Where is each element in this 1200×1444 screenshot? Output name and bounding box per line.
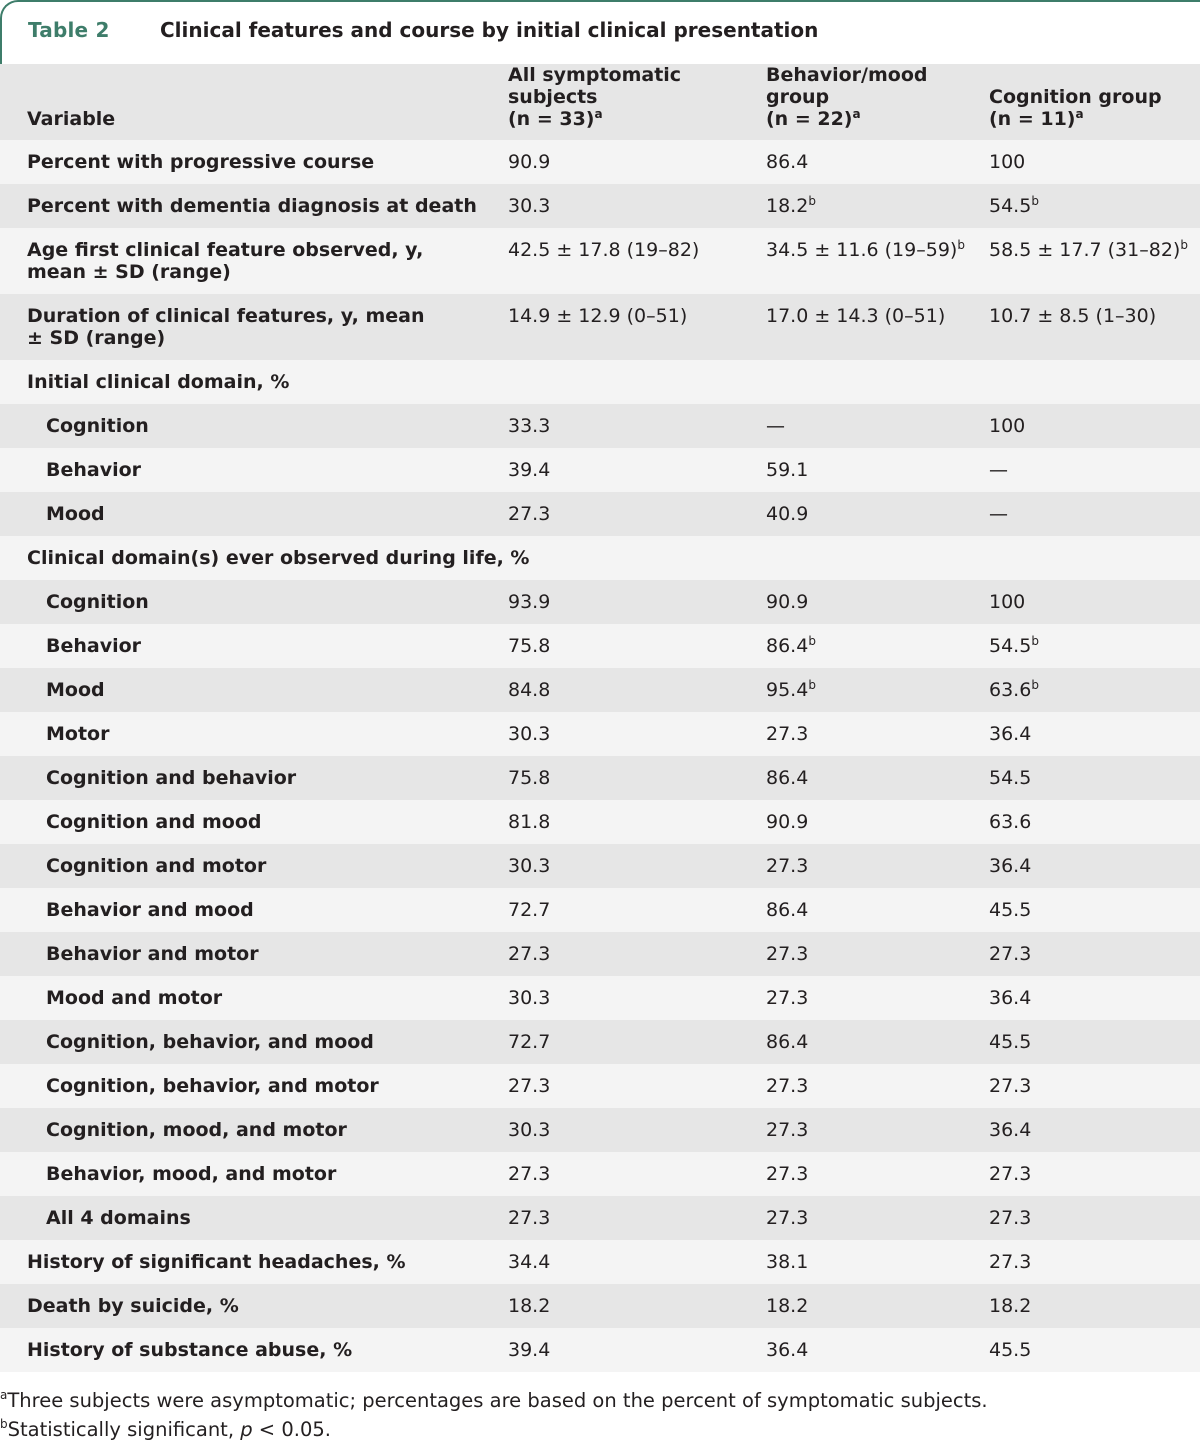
cell-behavior (766, 536, 989, 580)
cell-all: 42.5 ± 17.8 (19–82) (508, 239, 700, 261)
row-label: Percent with progressive course (27, 151, 375, 173)
cell-all: 39.4 (508, 459, 551, 481)
footnote-mark-b: b (1031, 194, 1039, 208)
cell-all (508, 536, 766, 580)
cell-behavior: 27.3 (766, 1207, 809, 1229)
cell-behavior (766, 360, 989, 404)
row-label: Cognition, behavior, and mood (46, 1031, 374, 1053)
table-row (0, 1240, 1200, 1284)
table-row (0, 888, 1200, 932)
header-behavior-group: Behavior/mood group (n = 22)$^a$ (766, 64, 928, 130)
cell-all: 84.8 (508, 679, 551, 701)
cell-behavior: 27.3 (766, 943, 809, 965)
table-row (0, 1328, 1200, 1372)
cell-behavior: 18.2$^b$ (766, 194, 816, 217)
cell-behavior: 86.4 (766, 767, 809, 789)
row-label: Clinical domain(s) ever observed during life, % (27, 547, 530, 569)
footnote-mark-b: b (808, 194, 816, 208)
footnote-mark-a: a (1075, 107, 1084, 121)
cell-all: 27.3 (508, 1207, 551, 1229)
cell-all: 18.2 (508, 1295, 551, 1317)
table-row (0, 800, 1200, 844)
table-row (0, 448, 1200, 492)
header-variable: Variable (27, 108, 116, 130)
table-header (0, 64, 1200, 140)
cell-behavior: 17.0 ± 14.3 (0–51) (766, 305, 946, 327)
row-label: Cognition, mood, and motor (46, 1119, 347, 1141)
row-label: Motor (46, 723, 110, 745)
cell-all: 14.9 ± 12.9 (0–51) (508, 305, 688, 327)
cell-cognition: 100 (989, 591, 1026, 613)
table-row (0, 844, 1200, 888)
cell-behavior: 90.9 (766, 811, 809, 833)
cell-behavior: 90.9 (766, 591, 809, 613)
cell-behavior: 86.4 (766, 1031, 809, 1053)
row-label: Cognition and mood (46, 811, 262, 833)
cell-all: 27.3 (508, 503, 551, 525)
row-label: Behavior, mood, and motor (46, 1163, 337, 1185)
table-row (0, 1284, 1200, 1328)
cell-cognition: 45.5 (989, 1339, 1032, 1361)
row-label: Behavior and motor (46, 943, 259, 965)
row-label: Death by suicide, % (27, 1295, 239, 1317)
row-label: Cognition (46, 591, 149, 613)
cell-behavior: 40.9 (766, 503, 809, 525)
cell-all: 75.8 (508, 635, 551, 657)
cell-all: 72.7 (508, 899, 551, 921)
footnote-mark-b: b (808, 678, 816, 692)
cell-behavior: 86.4 (766, 151, 809, 173)
row-label: Mood and motor (46, 987, 223, 1009)
footnote-mark-a: a (852, 107, 861, 121)
footnote-mark-b: b (1031, 634, 1039, 648)
cell-behavior: 36.4 (766, 1339, 809, 1361)
table-row (0, 976, 1200, 1020)
cell-cognition: 54.5$^b$ (989, 194, 1039, 217)
table-number: Table 2 (28, 18, 110, 42)
cell-cognition: 27.3 (989, 1163, 1032, 1185)
cell-cognition: 36.4 (989, 1119, 1032, 1141)
footnote-a: $^a$Three subjects were asymptomatic; percentages are based on the percent of symptomatic subjects. (0, 1388, 988, 1412)
header-cognition-group: Cognition group (n = 11)$^a$ (989, 86, 1162, 130)
row-label: Cognition and motor (46, 855, 267, 877)
row-label: Mood (46, 503, 105, 525)
cell-behavior: 86.4 (766, 899, 809, 921)
cell-behavior: 27.3 (766, 855, 809, 877)
footnote-mark-b: b (1180, 238, 1188, 252)
cell-cognition: 18.2 (989, 1295, 1032, 1317)
table-row (0, 1064, 1200, 1108)
cell-cognition: — (989, 459, 1008, 481)
table-row (0, 1196, 1200, 1240)
row-label: Duration of clinical features, y, mean ± SD (range) (27, 305, 425, 349)
row-label: History of substance abuse, % (27, 1339, 353, 1361)
row-label: Cognition and behavior (46, 767, 297, 789)
cell-behavior: 38.1 (766, 1251, 809, 1273)
cell-cognition: 27.3 (989, 1251, 1032, 1273)
cell-cognition: 27.3 (989, 1207, 1032, 1229)
row-label: Initial clinical domain, % (27, 371, 290, 393)
cell-behavior: 27.3 (766, 987, 809, 1009)
cell-behavior: 59.1 (766, 459, 809, 481)
cell-all: 30.3 (508, 1119, 551, 1141)
cell-behavior: 34.5 ± 11.6 $(19-59)^b$ (766, 238, 965, 261)
footnote-mark-b: b (957, 238, 965, 252)
cell-all (508, 360, 766, 404)
cell-cognition: 58.5 ± 17.7 $(31-82)^b$ (989, 238, 1188, 261)
cell-cognition: — (989, 503, 1008, 525)
table-row (0, 492, 1200, 536)
cell-all: 30.3 (508, 987, 551, 1009)
cell-cognition: 54.5$^b$ (989, 634, 1039, 657)
cell-all: 33.3 (508, 415, 551, 437)
row-label: All 4 domains (46, 1207, 191, 1229)
cell-cognition: 45.5 (989, 899, 1032, 921)
cell-all: 72.7 (508, 1031, 551, 1053)
table-footnotes (0, 1386, 988, 1444)
cell-behavior: 27.3 (766, 1119, 809, 1141)
cell-cognition (989, 360, 1200, 404)
cell-behavior: 27.3 (766, 723, 809, 745)
cell-behavior: 27.3 (766, 1163, 809, 1185)
table-row (0, 580, 1200, 624)
cell-cognition: 100 (989, 415, 1026, 437)
footnote-mark-b: b (1031, 678, 1039, 692)
cell-all: 30.3 (508, 723, 551, 745)
table-row (0, 1020, 1200, 1064)
cell-cognition (989, 536, 1200, 580)
footnote-mark-b: b (808, 634, 816, 648)
cell-all: 27.3 (508, 1163, 551, 1185)
footnote-b: $^b$Statistically significant, p < 0.05. (0, 1417, 331, 1441)
table-row (0, 624, 1200, 668)
table-row (0, 360, 1200, 404)
row-label: Behavior (46, 635, 142, 657)
cell-behavior: — (766, 415, 785, 437)
cell-all: 30.3 (508, 855, 551, 877)
row-label: Cognition, behavior, and motor (46, 1075, 379, 1097)
cell-all: 34.4 (508, 1251, 551, 1273)
table-title: Clinical features and course by initial clinical presentation (160, 18, 819, 42)
cell-all: 75.8 (508, 767, 551, 789)
cell-all: 93.9 (508, 591, 551, 613)
row-label: Behavior and mood (46, 899, 254, 921)
header-row (0, 64, 1200, 140)
row-label: Mood (46, 679, 105, 701)
table-body (0, 140, 1200, 1372)
cell-cognition: 54.5 (989, 767, 1032, 789)
table-row (0, 140, 1200, 184)
clinical-features-table (0, 64, 1200, 1372)
cell-cognition: 63.6 (989, 811, 1032, 833)
table-row (0, 1108, 1200, 1152)
cell-cognition: 63.6$^b$ (989, 678, 1039, 701)
table-row (0, 1152, 1200, 1196)
footnote-mark-a: a (594, 107, 603, 121)
row-label: Behavior (46, 459, 142, 481)
cell-all: 27.3 (508, 1075, 551, 1097)
cell-all: 81.8 (508, 811, 551, 833)
cell-cognition: 36.4 (989, 987, 1032, 1009)
row-label: History of significant headaches, % (27, 1251, 406, 1273)
table-row (0, 536, 1200, 580)
row-label: Cognition (46, 415, 149, 437)
cell-behavior: 18.2 (766, 1295, 809, 1317)
cell-all: 39.4 (508, 1339, 551, 1361)
cell-cognition: 100 (989, 151, 1026, 173)
table-row (0, 668, 1200, 712)
table-caption (0, 0, 1200, 64)
table-row (0, 294, 1200, 360)
table-row (0, 404, 1200, 448)
table-row (0, 184, 1200, 228)
cell-all: 27.3 (508, 943, 551, 965)
table-row (0, 228, 1200, 294)
cell-all: 90.9 (508, 151, 551, 173)
row-label: Percent with dementia diagnosis at death (27, 195, 477, 217)
cell-cognition: 10.7 ± 8.5 (1–30) (989, 305, 1157, 327)
row-label: Age first clinical feature observed, y, mean ± SD (range) (27, 239, 424, 283)
cell-cognition: 36.4 (989, 855, 1032, 877)
cell-all: 30.3 (508, 195, 551, 217)
table-row (0, 712, 1200, 756)
cell-behavior: 86.4$^b$ (766, 634, 816, 657)
cell-behavior: 27.3 (766, 1075, 809, 1097)
table-row (0, 756, 1200, 800)
header-all-subjects: All symptomatic subjects (n = 33)$^a$ (508, 64, 682, 130)
cell-behavior: 95.4$^b$ (766, 678, 816, 701)
cell-cognition: 45.5 (989, 1031, 1032, 1053)
cell-cognition: 27.3 (989, 1075, 1032, 1097)
cell-cognition: 36.4 (989, 723, 1032, 745)
table-row (0, 932, 1200, 976)
cell-cognition: 27.3 (989, 943, 1032, 965)
